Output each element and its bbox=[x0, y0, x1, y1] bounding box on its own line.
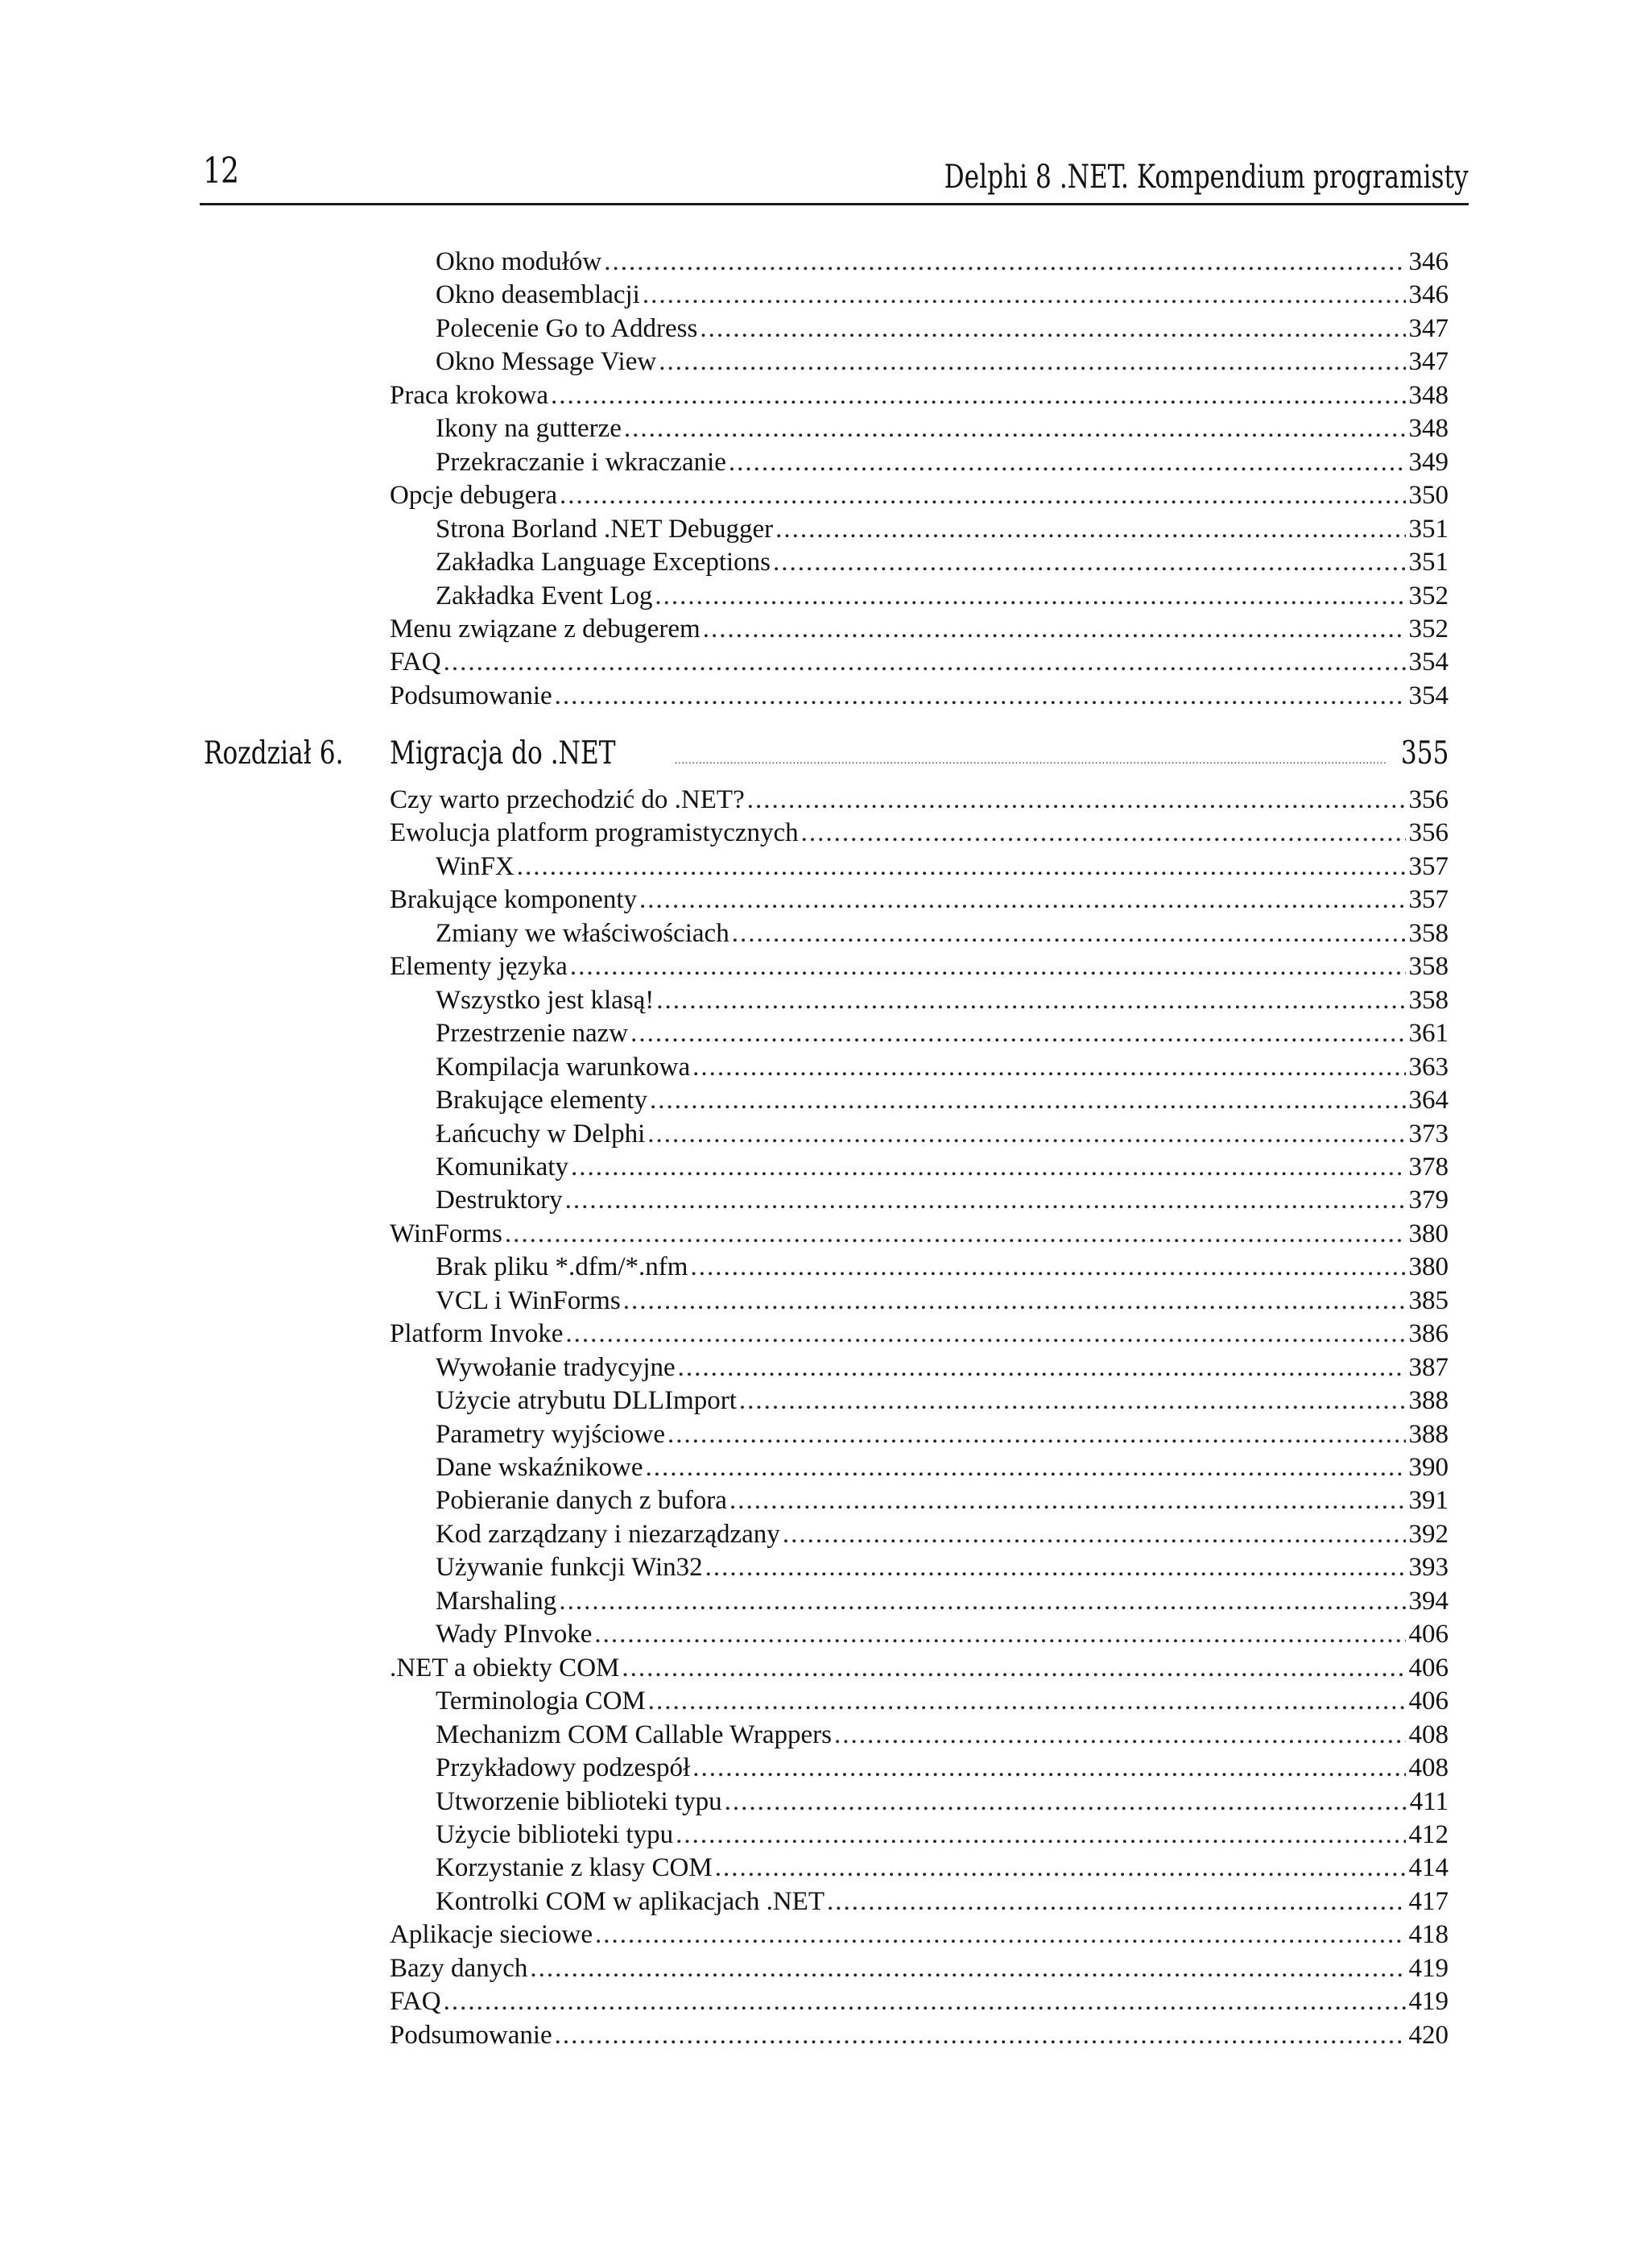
dot-leader bbox=[729, 445, 1406, 479]
toc-entry[interactable] bbox=[390, 950, 1449, 983]
toc-entry-page: 388 bbox=[1408, 1386, 1449, 1416]
toc-entry[interactable] bbox=[436, 278, 1449, 312]
toc-entry[interactable] bbox=[436, 1250, 1449, 1284]
toc-entry[interactable] bbox=[390, 1217, 1449, 1251]
toc-entry[interactable] bbox=[390, 883, 1449, 917]
toc-entry-page: 354 bbox=[1408, 681, 1449, 710]
toc-entry-page: 364 bbox=[1408, 1086, 1449, 1115]
dot-leader bbox=[647, 1117, 1405, 1151]
toc-entry-title: Użycie atrybutu DLLImport bbox=[436, 1386, 737, 1416]
toc-entry[interactable] bbox=[390, 1951, 1449, 1985]
dot-leader bbox=[659, 345, 1405, 379]
toc-entry-title: Ewolucja platform programistycznych bbox=[390, 818, 799, 848]
toc-entry-title: Bazy danych bbox=[390, 1953, 528, 1983]
toc-entry-page: 346 bbox=[1408, 280, 1449, 310]
toc-entry-title: Dane wskaźnikowe bbox=[436, 1453, 643, 1482]
toc-entry[interactable] bbox=[436, 345, 1449, 379]
toc-entry-page: 346 bbox=[1408, 247, 1449, 276]
toc-entry-page: 378 bbox=[1408, 1152, 1449, 1182]
toc-entry-title: Łańcuchy w Delphi bbox=[436, 1119, 646, 1148]
dot-leader bbox=[594, 1617, 1405, 1651]
toc-entry-page: 351 bbox=[1408, 514, 1449, 544]
toc-entry-page: 348 bbox=[1408, 380, 1449, 410]
toc-entry-title: Parametry wyjściowe bbox=[436, 1419, 665, 1449]
toc-entry-page: 380 bbox=[1408, 1219, 1449, 1248]
toc-entry[interactable] bbox=[390, 2018, 1449, 2052]
dot-leader bbox=[655, 579, 1405, 613]
toc-entry[interactable] bbox=[436, 1885, 1449, 1918]
toc-entry[interactable] bbox=[436, 1718, 1449, 1752]
toc-entry[interactable] bbox=[436, 1384, 1449, 1418]
dot-leader bbox=[834, 1718, 1405, 1752]
toc-entry[interactable] bbox=[436, 1617, 1449, 1651]
toc-entry[interactable] bbox=[436, 245, 1449, 279]
toc-entry[interactable] bbox=[436, 1584, 1449, 1618]
dot-leader bbox=[783, 1517, 1406, 1551]
toc-entry-title: Okno modułów bbox=[436, 247, 602, 276]
dot-leader bbox=[732, 917, 1406, 950]
toc-entry-page: 387 bbox=[1408, 1352, 1449, 1382]
dot-leader bbox=[715, 1851, 1406, 1885]
toc-entry-title: Aplikacje sieciowe bbox=[390, 1920, 593, 1950]
toc-entry[interactable] bbox=[436, 579, 1449, 613]
toc-entry-page: 408 bbox=[1408, 1720, 1449, 1749]
chapter-page: 355 bbox=[1400, 735, 1449, 772]
toc-entry-title: Przekraczanie i wkraczanie bbox=[436, 447, 726, 477]
dot-leader bbox=[678, 1351, 1406, 1384]
toc-entry-title: Wady PInvoke bbox=[436, 1620, 593, 1649]
dot-leader bbox=[775, 512, 1405, 546]
toc-entry[interactable] bbox=[436, 1550, 1449, 1584]
toc-entry[interactable] bbox=[436, 1351, 1449, 1384]
toc-entry-title: Zmiany we właściwościach bbox=[436, 918, 729, 948]
dot-leader bbox=[827, 1885, 1406, 1918]
dot-leader bbox=[656, 983, 1405, 1017]
page-number: 12 bbox=[203, 151, 239, 192]
toc-entry-title: Kontrolki COM w aplikacjach .NET bbox=[436, 1886, 824, 1916]
toc-entry-title: FAQ bbox=[390, 1987, 441, 2017]
toc-entry-page: 357 bbox=[1408, 885, 1449, 915]
toc-entry-page: 356 bbox=[1408, 818, 1449, 848]
toc-entry-page: 358 bbox=[1408, 985, 1449, 1015]
toc-entry[interactable] bbox=[436, 1284, 1449, 1318]
toc-entry[interactable] bbox=[436, 1484, 1449, 1517]
dot-leader bbox=[675, 741, 1386, 780]
dot-leader bbox=[623, 1284, 1406, 1318]
toc-entry-page: 356 bbox=[1408, 785, 1449, 814]
toc-entry[interactable] bbox=[436, 412, 1449, 445]
toc-entry-page: 380 bbox=[1408, 1252, 1449, 1282]
dot-leader bbox=[747, 783, 1406, 817]
dot-leader bbox=[690, 1250, 1405, 1284]
toc-entry-title: Terminologia COM bbox=[436, 1687, 646, 1716]
toc-entry-page: 351 bbox=[1408, 548, 1449, 577]
toc-entry-page: 420 bbox=[1408, 2020, 1449, 2050]
toc-entry-title: Kompilacja warunkowa bbox=[436, 1052, 691, 1082]
running-title: Delphi 8 .NET. Kompendium programisty bbox=[944, 159, 1469, 196]
toc-entry[interactable] bbox=[436, 1751, 1449, 1785]
toc-entry-page: 390 bbox=[1408, 1453, 1449, 1482]
toc-entry[interactable] bbox=[436, 512, 1449, 546]
chapter-entry[interactable] bbox=[390, 735, 1449, 780]
toc-entry-page: 361 bbox=[1408, 1019, 1449, 1049]
toc-entry[interactable] bbox=[390, 379, 1449, 412]
dot-leader bbox=[571, 1150, 1406, 1184]
dot-leader bbox=[555, 679, 1406, 713]
toc-entry-title: Kod zarządzany i niezarządzany bbox=[436, 1519, 780, 1549]
toc-entry-title: Opcje debugera bbox=[390, 481, 557, 511]
toc-entry-title: Destruktory bbox=[436, 1186, 563, 1215]
dot-leader bbox=[595, 1918, 1406, 1951]
toc-entry[interactable] bbox=[390, 1918, 1449, 1951]
toc-entry[interactable] bbox=[436, 850, 1449, 884]
toc-entry-title: Elementy języka bbox=[390, 952, 568, 982]
toc-entry-page: 388 bbox=[1408, 1419, 1449, 1449]
toc-entry-page: 357 bbox=[1408, 851, 1449, 881]
toc-entry-page: 352 bbox=[1408, 614, 1449, 644]
toc-entry-title: Wywołanie tradycyjne bbox=[436, 1352, 676, 1382]
toc-entry-title: Podsumowanie bbox=[390, 681, 552, 710]
dot-leader bbox=[559, 1584, 1405, 1618]
toc-entry-title: Używanie funkcji Win32 bbox=[436, 1553, 703, 1583]
toc-entry-page: 408 bbox=[1408, 1753, 1449, 1783]
toc-entry-title: Menu związane z debugerem bbox=[390, 614, 701, 644]
dot-leader bbox=[801, 816, 1406, 850]
toc-entry[interactable] bbox=[436, 917, 1449, 950]
toc-entry[interactable] bbox=[390, 816, 1449, 850]
toc-entry-title: Strona Borland .NET Debugger bbox=[436, 514, 774, 544]
toc-entry[interactable] bbox=[436, 1517, 1449, 1551]
toc-entry[interactable] bbox=[436, 312, 1449, 346]
toc-entry-title: Brak pliku *.dfm/*.nfm bbox=[436, 1252, 688, 1282]
toc-entry[interactable] bbox=[390, 645, 1449, 679]
toc-entry-title: WinForms bbox=[390, 1219, 502, 1248]
toc-entry-page: 406 bbox=[1408, 1620, 1449, 1649]
toc-entry-page: 406 bbox=[1408, 1687, 1449, 1716]
toc-entry[interactable] bbox=[390, 679, 1449, 713]
chapter-title: Migracja do .NET bbox=[390, 735, 616, 772]
dot-leader bbox=[505, 1217, 1406, 1251]
toc-entry-page: 350 bbox=[1408, 481, 1449, 511]
page-header bbox=[200, 150, 1469, 205]
toc-entry-page: 418 bbox=[1408, 1920, 1449, 1950]
toc-entry-title: WinFX bbox=[436, 851, 515, 881]
toc-entry-page: 412 bbox=[1408, 1819, 1449, 1849]
toc-entry[interactable] bbox=[436, 983, 1449, 1017]
toc-entry[interactable] bbox=[436, 1684, 1449, 1718]
dot-leader bbox=[703, 612, 1406, 646]
toc-entry[interactable] bbox=[436, 1418, 1449, 1451]
toc-entry-page: 348 bbox=[1408, 414, 1449, 444]
toc-entry-page: 358 bbox=[1408, 918, 1449, 948]
toc-entry[interactable] bbox=[390, 478, 1449, 512]
dot-leader bbox=[643, 278, 1406, 312]
toc-entry[interactable] bbox=[390, 1651, 1449, 1685]
dot-leader bbox=[725, 1785, 1407, 1819]
toc-entry-title: Polecenie Go to Address bbox=[436, 313, 698, 343]
toc-entry-title: Brakujące elementy bbox=[436, 1086, 647, 1115]
dot-leader bbox=[773, 545, 1406, 579]
toc-entry-page: 414 bbox=[1408, 1853, 1449, 1883]
toc-entry-page: 411 bbox=[1409, 1786, 1449, 1816]
toc-entry-title: Zakładka Event Log bbox=[436, 581, 653, 610]
dot-leader bbox=[624, 412, 1406, 445]
toc-entry-page: 394 bbox=[1408, 1586, 1449, 1616]
toc-entry-page: 419 bbox=[1408, 1953, 1449, 1983]
toc-entry[interactable] bbox=[390, 783, 1449, 817]
toc-entry-page: 386 bbox=[1408, 1319, 1449, 1349]
toc-entry-title: Brakujące komponenty bbox=[390, 885, 637, 915]
toc-entry-title: Podsumowanie bbox=[390, 2020, 552, 2050]
toc-entry-title: VCL i WinForms bbox=[436, 1285, 621, 1315]
toc-entry-page: 419 bbox=[1408, 1987, 1449, 2017]
toc-entry[interactable] bbox=[436, 1451, 1449, 1484]
toc-entry-page: 347 bbox=[1408, 347, 1449, 377]
dot-leader bbox=[739, 1384, 1406, 1418]
toc-entry[interactable] bbox=[436, 545, 1449, 579]
toc-entry-page: 392 bbox=[1408, 1519, 1449, 1549]
toc-entry-page: 373 bbox=[1408, 1119, 1449, 1148]
toc-entry-page: 349 bbox=[1408, 447, 1449, 477]
dot-leader bbox=[729, 1484, 1406, 1517]
dot-leader bbox=[648, 1684, 1406, 1718]
dot-leader bbox=[622, 1651, 1405, 1685]
toc-entry-title: Ikony na gutterze bbox=[436, 414, 622, 444]
toc-entry-title: Komunikaty bbox=[436, 1152, 568, 1182]
toc-entry[interactable] bbox=[436, 1050, 1449, 1084]
dot-leader bbox=[676, 1818, 1405, 1852]
toc-entry-page: 391 bbox=[1408, 1486, 1449, 1516]
dot-leader bbox=[705, 1550, 1406, 1584]
toc-entry-page: 385 bbox=[1408, 1285, 1449, 1315]
toc-entry[interactable] bbox=[436, 1785, 1449, 1819]
dot-leader bbox=[530, 1951, 1405, 1985]
dot-leader bbox=[700, 312, 1405, 346]
toc-entry-page: 347 bbox=[1408, 313, 1449, 343]
dot-leader bbox=[565, 1317, 1405, 1351]
dot-leader bbox=[551, 379, 1405, 412]
toc-entry-title: Platform Invoke bbox=[390, 1319, 564, 1349]
toc-entry[interactable] bbox=[436, 1150, 1449, 1184]
toc-entry-title: Praca krokowa bbox=[390, 380, 549, 410]
toc-entry[interactable] bbox=[436, 445, 1449, 479]
toc-entry-page: 354 bbox=[1408, 648, 1449, 677]
dot-leader bbox=[555, 2018, 1406, 2052]
toc-entry[interactable] bbox=[436, 1183, 1449, 1217]
dot-leader bbox=[667, 1418, 1406, 1451]
toc-entry[interactable] bbox=[436, 1016, 1449, 1050]
toc-entry[interactable] bbox=[436, 1818, 1449, 1852]
dot-leader bbox=[444, 645, 1406, 679]
toc-entry-title: Korzystanie z klasy COM bbox=[436, 1853, 713, 1883]
dot-leader bbox=[560, 478, 1406, 512]
toc-entry-title: Pobieranie danych z bufora bbox=[436, 1486, 727, 1516]
toc-entry-title: Utworzenie biblioteki typu bbox=[436, 1786, 722, 1816]
toc-entry-title: Przykładowy podzespół bbox=[436, 1753, 691, 1783]
dot-leader bbox=[630, 1016, 1405, 1050]
toc-entry-page: 352 bbox=[1408, 581, 1449, 610]
toc-entry-title: .NET a obiekty COM bbox=[390, 1653, 620, 1682]
toc-entry-title: FAQ bbox=[390, 648, 441, 677]
toc-entry[interactable] bbox=[436, 1851, 1449, 1885]
toc-entry-title: Wszystko jest klasą! bbox=[436, 985, 655, 1015]
dot-leader bbox=[646, 1451, 1406, 1484]
dot-leader bbox=[639, 883, 1406, 917]
toc-entry-title: Okno Message View bbox=[436, 347, 657, 377]
toc-entry[interactable] bbox=[436, 1117, 1449, 1151]
dot-leader bbox=[570, 950, 1406, 983]
toc-entry[interactable] bbox=[436, 1083, 1449, 1117]
dot-leader bbox=[444, 1984, 1406, 2018]
toc-entry-title: Mechanizm COM Callable Wrappers bbox=[436, 1720, 833, 1749]
dot-leader bbox=[692, 1050, 1405, 1084]
toc-entry-title: Użycie biblioteki typu bbox=[436, 1819, 674, 1849]
toc-entry[interactable] bbox=[390, 1317, 1449, 1351]
toc-entry-page: 417 bbox=[1408, 1886, 1449, 1916]
dot-leader bbox=[692, 1751, 1405, 1785]
dot-leader bbox=[650, 1083, 1406, 1117]
toc-entry-title: Czy warto przechodzić do .NET? bbox=[390, 785, 745, 814]
dot-leader bbox=[604, 245, 1405, 279]
toc-entry-page: 379 bbox=[1408, 1186, 1449, 1215]
dot-leader bbox=[565, 1183, 1406, 1217]
dot-leader bbox=[517, 850, 1406, 884]
toc-entry-title: Zakładka Language Exceptions bbox=[436, 548, 771, 577]
toc-entry[interactable] bbox=[390, 612, 1449, 646]
toc-entry-page: 358 bbox=[1408, 952, 1449, 982]
chapter-number: Rozdział 6. bbox=[204, 735, 344, 772]
toc-entry-title: Okno deasemblacji bbox=[436, 280, 640, 310]
toc-entry-page: 363 bbox=[1408, 1052, 1449, 1082]
toc-entry-page: 406 bbox=[1408, 1653, 1449, 1682]
toc-entry-title: Przestrzenie nazw bbox=[436, 1019, 629, 1049]
toc-entry[interactable] bbox=[390, 1984, 1449, 2018]
toc-entry-title: Marshaling bbox=[436, 1586, 557, 1616]
toc-entry-page: 393 bbox=[1408, 1553, 1449, 1583]
